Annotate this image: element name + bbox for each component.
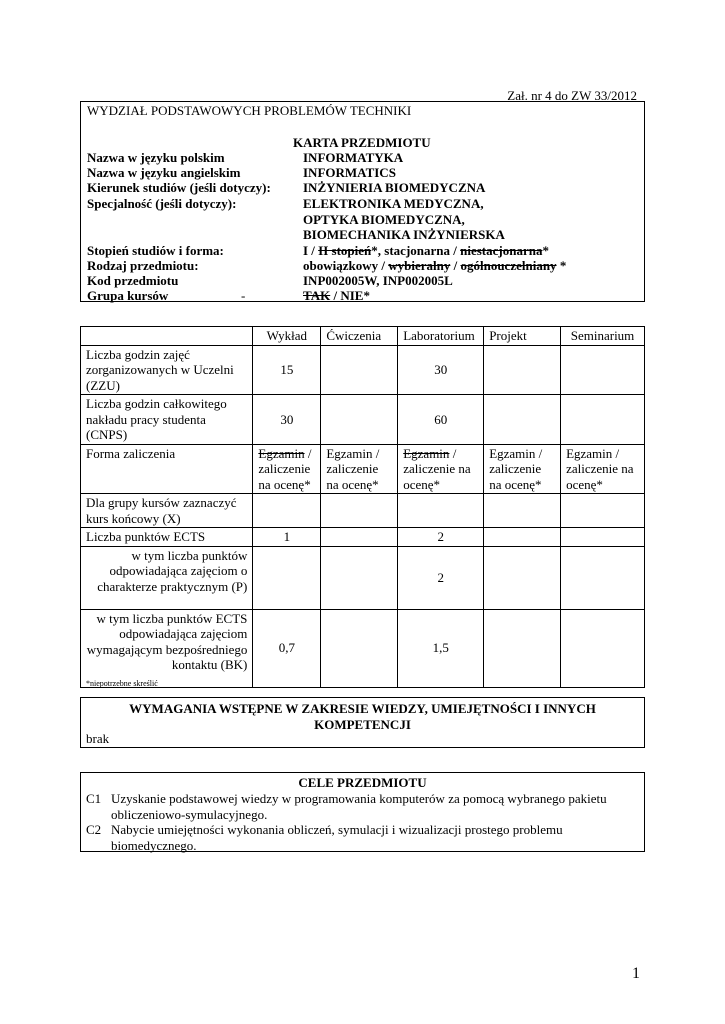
goals-title: CELE PRZEDMIOTU <box>298 775 427 790</box>
final-lecture <box>253 494 321 528</box>
ects-project <box>484 528 561 547</box>
page-number: 1 <box>632 965 640 982</box>
type-value: obowiązkowy / wybieralny / ogólnouczelniany * <box>303 258 567 273</box>
table-row <box>81 444 645 494</box>
table-row <box>81 546 645 609</box>
cnps-label: Liczba godzin całkowitego nakładu pracy studenta (CNPS) <box>81 395 253 445</box>
group-value: TAK / NIE* <box>303 288 370 303</box>
specialty-value-3: BIOMECHANIKA INŻYNIERSKA <box>303 227 505 242</box>
zzu-exercises <box>321 345 398 395</box>
practical-project <box>484 546 561 609</box>
ects-seminar <box>561 528 645 547</box>
group-label: Grupa kursów <box>87 288 169 303</box>
bk-lecture: 0,7 <box>253 609 321 687</box>
table-row <box>81 345 645 395</box>
practical-lab: 2 <box>398 546 484 609</box>
header-empty-cell <box>81 327 253 346</box>
prerequisites-title: WYMAGANIA WSTĘPNE W ZAKRESIE WIEDZY, UMIEJĘTNOŚCI I INNYCH KOMPETENCJI <box>129 701 596 732</box>
final-project <box>484 494 561 528</box>
faculty-name: WYDZIAŁ PODSTAWOWYCH PROBLEMÓW TECHNIKI <box>87 103 412 118</box>
bk-lab: 1,5 <box>398 609 484 687</box>
bk-exercises <box>321 609 398 687</box>
group-dash: - <box>241 288 246 303</box>
col-header-seminar: Seminarium <box>561 327 645 346</box>
table-row <box>81 395 645 445</box>
ects-lab: 2 <box>398 528 484 547</box>
form-lecture: Egzamin / zaliczenie na ocenę* <box>253 444 321 494</box>
goal-code-2: C2 <box>86 822 102 837</box>
practical-lecture <box>253 546 321 609</box>
goal-text-2: Nabycie umiejętności wykonania obliczeń, symulacji i wizualizacji prostego problemu biomedycznego. <box>111 822 563 853</box>
annex-reference: Zał. nr 4 do ZW 33/2012 <box>507 88 637 103</box>
practical-exercises <box>321 546 398 609</box>
final-exercises <box>321 494 398 528</box>
col-header-lecture: Wykład <box>253 327 321 346</box>
table-row <box>81 609 645 687</box>
hours-table <box>80 326 645 688</box>
ects-exercises <box>321 528 398 547</box>
name-en-value: INFORMATICS <box>303 165 396 180</box>
zzu-project <box>484 345 561 395</box>
final-lab <box>398 494 484 528</box>
col-header-project: Projekt <box>484 327 561 346</box>
zzu-label: Liczba godzin zajęć zorganizowanych w Uczelni (ZZU) <box>81 345 253 395</box>
cnps-project <box>484 395 561 445</box>
cnps-exercises <box>321 395 398 445</box>
code-value: INP002005W, INP002005L <box>303 273 453 288</box>
direction-value: INŻYNIERIA BIOMEDYCZNA <box>303 180 486 195</box>
goal-code-1: C1 <box>86 791 102 806</box>
cnps-seminar <box>561 395 645 445</box>
col-header-lab: Laboratorium <box>398 327 484 346</box>
code-label: Kod przedmiotu <box>87 273 179 288</box>
card-title: KARTA PRZEDMIOTU <box>293 135 431 150</box>
bk-seminar <box>561 609 645 687</box>
zzu-seminar <box>561 345 645 395</box>
form-seminar: Egzamin / zaliczenie na ocenę* <box>561 444 645 494</box>
zzu-lecture: 15 <box>253 345 321 395</box>
cnps-lab: 60 <box>398 395 484 445</box>
col-header-exercises: Ćwiczenia <box>321 327 398 346</box>
final-course-label: Dla grupy kursów zaznaczyć kurs końcowy (X) <box>81 494 253 528</box>
bk-project <box>484 609 561 687</box>
specialty-value-1: ELEKTRONIKA MEDYCZNA, <box>303 196 484 211</box>
bk-label: w tym liczba punktów ECTS odpowiadająca zajęciom wymagającym bezpośredniego kontaktu (BK) <box>81 609 253 687</box>
specialty-label: Specjalność (jeśli dotyczy): <box>87 196 237 211</box>
goals-box <box>80 772 645 852</box>
practical-label: w tym liczba punktów odpowiadająca zajęciom o charakterze praktycznym (P) <box>81 546 253 609</box>
course-header-box <box>80 101 645 302</box>
form-label: Forma zaliczenia <box>81 444 253 494</box>
form-project: Egzamin / zaliczenie na ocenę* <box>484 444 561 494</box>
prerequisites-text: brak <box>86 731 110 746</box>
specialty-value-2: OPTYKA BIOMEDYCZNA, <box>303 212 465 227</box>
goal-text-1: Uzyskanie podstawowej wiedzy w programowania komputerów za pomocą wybranego pakietu obliczeniowo-symulacyjnego. <box>111 791 607 822</box>
prerequisites-box <box>80 697 645 748</box>
name-en-label: Nazwa w języku angielskim <box>87 165 241 180</box>
table-header-row <box>81 327 645 346</box>
ects-lecture: 1 <box>253 528 321 547</box>
name-pl-label: Nazwa w języku polskim <box>87 150 225 165</box>
practical-seminar <box>561 546 645 609</box>
direction-label: Kierunek studiów (jeśli dotyczy): <box>87 180 271 195</box>
footnote: *niepotrzebne skreślić <box>86 679 158 688</box>
level-value: I / II stopień*, stacjonarna / niestacjonarna* <box>303 243 549 258</box>
form-exercises: Egzamin / zaliczenie na ocenę* <box>321 444 398 494</box>
cnps-lecture: 30 <box>253 395 321 445</box>
zzu-lab: 30 <box>398 345 484 395</box>
form-lab: Egzamin / zaliczenie na ocenę* <box>398 444 484 494</box>
name-pl-value: INFORMATYKA <box>303 150 404 165</box>
table-row <box>81 528 645 547</box>
type-label: Rodzaj przedmiotu: <box>87 258 199 273</box>
level-label: Stopień studiów i forma: <box>87 243 224 258</box>
ects-label: Liczba punktów ECTS <box>81 528 253 547</box>
final-seminar <box>561 494 645 528</box>
table-row <box>81 494 645 528</box>
